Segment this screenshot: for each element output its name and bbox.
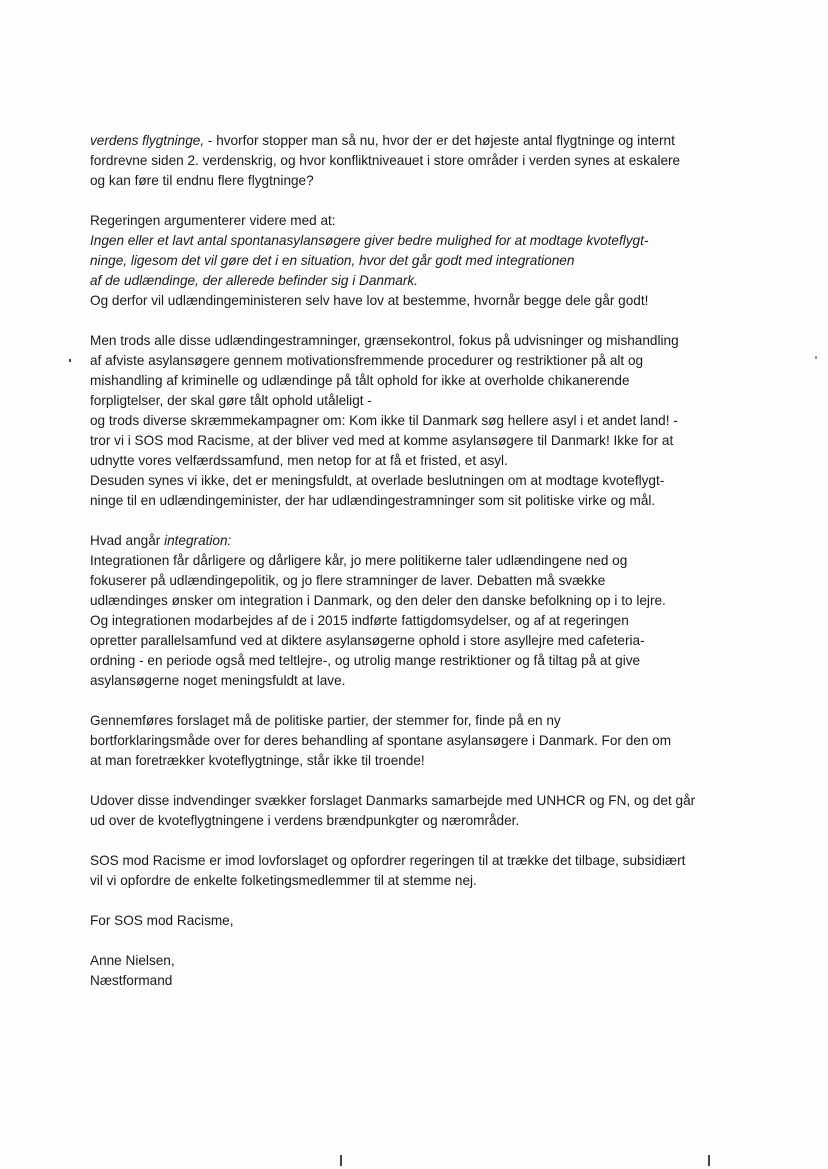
signer-name: Anne Nielsen,: [90, 953, 175, 968]
text-line: forpligtelser, der skal gøre tålt ophold utåleligt -: [90, 393, 372, 408]
text-line: [90, 531, 750, 551]
text-line: ud over de kvoteflygtningene i verdens brændpunkgter og nærområder.: [90, 813, 520, 828]
text-line: Men trods alle disse udlændingestramninger, grænsekontrol, fokus på udvisninger og mishandling: [90, 333, 679, 348]
text-line: SOS mod Racisme er imod lovforslaget og opfordrer regeringen til at trække det tilbage, subsidiært: [90, 853, 686, 868]
text-run: Hvad angår: [90, 533, 165, 548]
quoted-line: af de udlændinge, der allerede befinder sig i Danmark.: [90, 273, 418, 288]
text-line: ninge til en udlændingeminister, der har udlændingestramninger som sit politiske virke og mål.: [90, 493, 656, 508]
text-line: opretter parallelsamfund ved at diktere asylansøgerne ophold i store asyllejre med cafeteria-: [90, 633, 645, 648]
text-line: Integrationen får dårligere og dårligere kår, jo mere politikerne taler udlændingene ned og: [90, 553, 628, 568]
text-line: Gennemføres forslaget må de politiske partier, der stemmer for, finde på en ny: [90, 713, 561, 728]
closing-line: For SOS mod Racisme,: [90, 913, 234, 928]
text-line: Og derfor vil udlændingeministeren selv have lov at bestemme, hvornår begge dele går godt!: [90, 293, 649, 308]
text-line: og kan føre til endnu flere flygtninge?: [90, 173, 314, 188]
text-line: tror vi i SOS mod Racisme, at der bliver ved med at komme asylansøgere til Danmark! Ikke for at: [90, 433, 674, 448]
scan-speck: [69, 359, 71, 362]
text-line: ordning - en periode også med teltlejre-, og utrolig mange restriktioner og få tiltag på at give: [90, 653, 641, 668]
closing: [90, 911, 750, 931]
paragraph-government-argument: [90, 211, 750, 311]
italic-phrase: verdens flygtninge,: [90, 133, 205, 148]
text-line: fordrevne siden 2. verdenskrig, og hvor konfliktniveauet i store områder i verden synes at eskalere: [90, 153, 681, 168]
signature-block: [90, 951, 750, 991]
text-line: Regeringen argumenterer videre med at:: [90, 213, 336, 228]
paragraph-integration: [90, 531, 750, 691]
signer-title: Næstformand: [90, 973, 173, 988]
text-line: udnytte vores velfærdssamfund, men netop for at få et fristed, et asyl.: [90, 453, 508, 468]
text-line: Og integrationen modarbejdes af de i 2015 indførte fattigdomsydelser, og af at regeringen: [90, 613, 629, 628]
text-line: bortforklaringsmåde over for deres behandling af spontane asylansøgere i Danmark. For den om: [90, 733, 672, 748]
text-line: udlændinges ønsker om integration i Danmark, og den deler den danske befolkning op i to lejre.: [90, 593, 666, 608]
letter-body: [90, 131, 750, 1011]
paragraph-restrictions: [90, 331, 750, 511]
text-line: asylansøgerne noget meningsfuldt at lave.: [90, 673, 346, 688]
text-line: [90, 131, 750, 151]
text-line: fokuserer på udlændingepolitik, og jo flere stramninger de laver. Debatten må svække: [90, 573, 606, 588]
paragraph-proposal-consequence: [90, 711, 750, 771]
text-line: mishandling af kriminelle og udlændinge på tålt ophold for ikke at overholde chikanerende: [90, 373, 630, 388]
scan-speck: [815, 356, 817, 359]
text-line: vil vi opfordre de enkelte folketingsmedlemmer til at stemme nej.: [90, 873, 477, 888]
text-line: Desuden synes vi ikke, det er meningsfuldt, at overlade beslutningen om at modtage kvoteflygt-: [90, 473, 665, 488]
text-line: af afviste asylansøgere gennem motivationsfremmende procedurer og restriktioner på alt og: [90, 353, 644, 368]
paragraph-conclusion: [90, 851, 750, 891]
text-line: at man foretrækker kvoteflygtninge, står ikke til troende!: [90, 753, 425, 768]
paragraph-refugees-question: [90, 131, 750, 191]
scan-tick-mark: [708, 1155, 710, 1166]
text-run: - hvorfor stopper man så nu, hvor der er det højeste antal flygtninge og internt: [204, 133, 675, 148]
italic-phrase: integration:: [164, 533, 232, 548]
text-line: Udover disse indvendinger svækker forslaget Danmarks samarbejde med UNHCR og FN, og det går: [90, 793, 696, 808]
quoted-line: Ingen eller et lavt antal spontanasylansøgere giver bedre mulighed for at modtage kvoteflygt-: [90, 233, 649, 248]
text-line: og trods diverse skræmmekampagner om: Kom ikke til Danmark søg hellere asyl i et andet land! -: [90, 413, 678, 428]
paragraph-unhcr: [90, 791, 750, 831]
quoted-line: ninge, ligesom det vil gøre det i en situation, hvor det går godt med integrationen: [90, 253, 575, 268]
scan-tick-mark: [340, 1155, 342, 1166]
